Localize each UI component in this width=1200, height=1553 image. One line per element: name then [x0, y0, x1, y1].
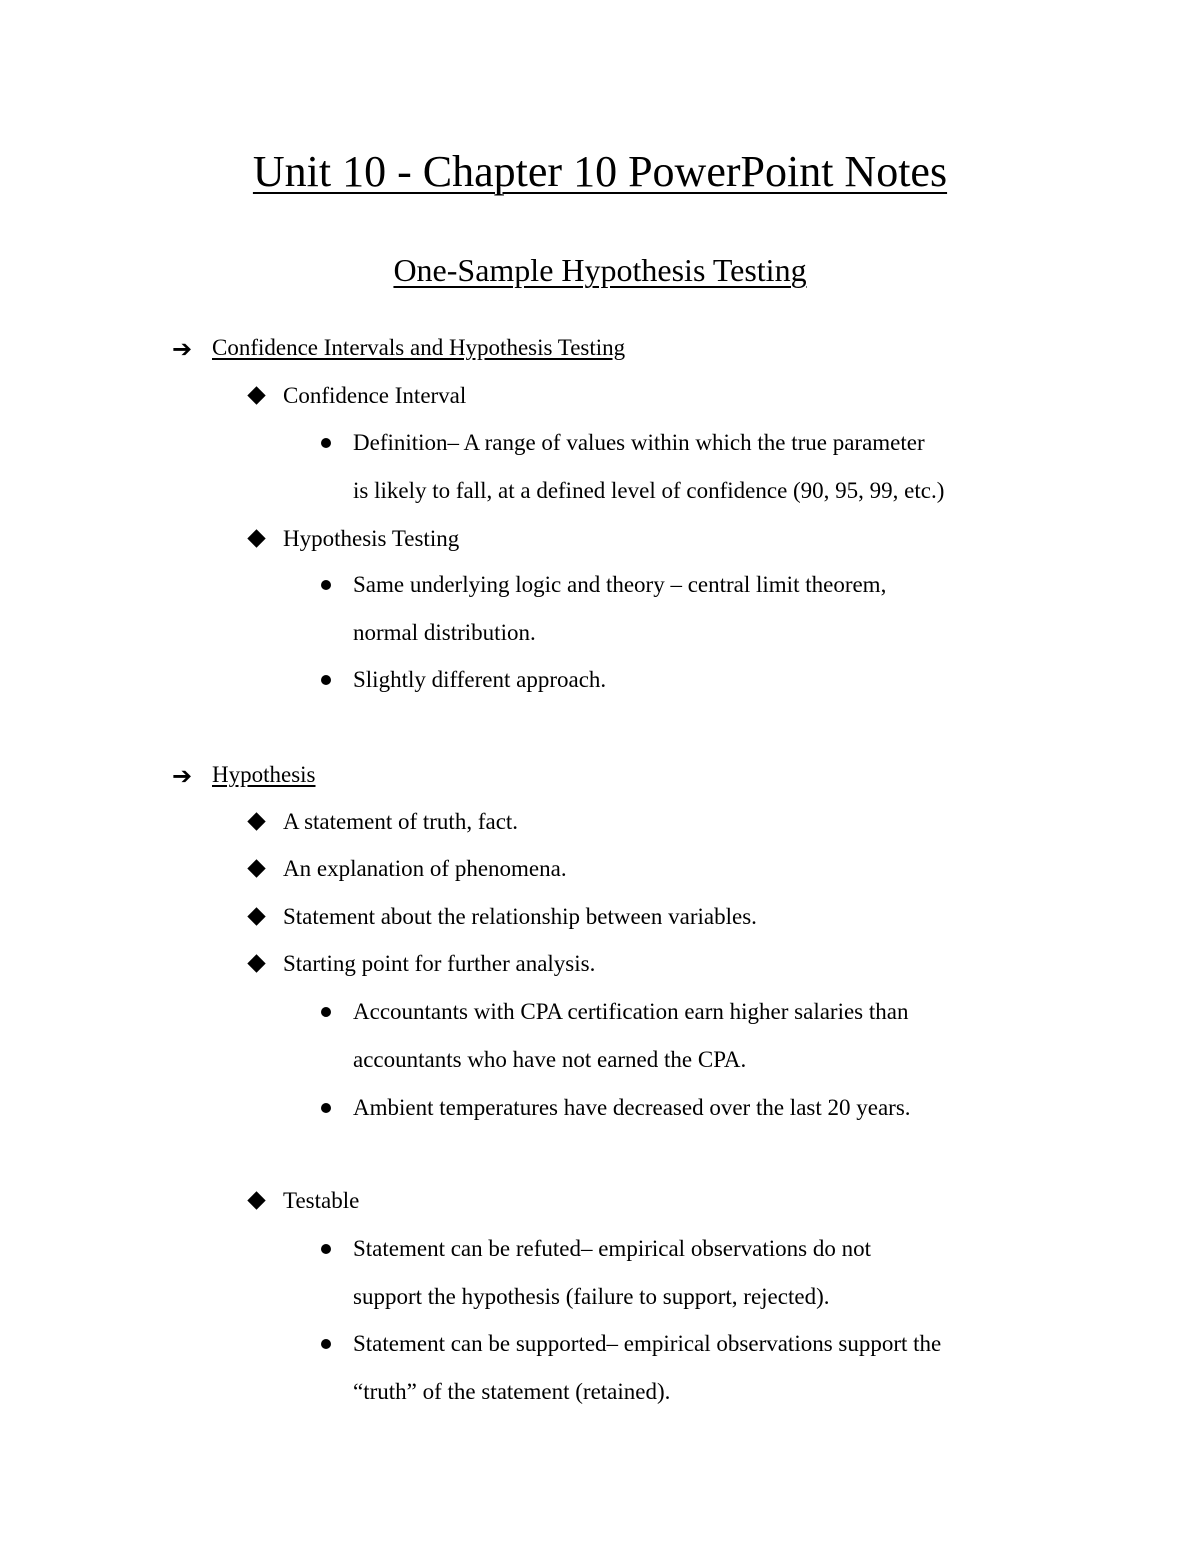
arrow-right-icon: ➔ — [172, 335, 193, 363]
list-item: Confidence Interval — [283, 383, 467, 408]
dot-bullet-icon — [321, 1007, 331, 1017]
sub-list-item-line: Ambient temperatures have decreased over the last 20 years. — [353, 1095, 911, 1120]
sub-list-item-line: is likely to fall, at a defined level of confidence (90, 95, 99, etc.) — [353, 478, 945, 503]
dot-bullet-icon — [321, 1339, 331, 1349]
page-title: Unit 10 - Chapter 10 PowerPoint Notes — [252, 147, 948, 196]
dot-bullet-icon — [321, 675, 331, 685]
sub-list-item-line: “truth” of the statement (retained). — [353, 1379, 671, 1404]
dot-bullet-icon — [321, 438, 331, 448]
sub-list-item-line: support the hypothesis (failure to support, rejected). — [353, 1284, 830, 1309]
diamond-bullet-icon — [247, 1191, 265, 1209]
sub-list-item-line: normal distribution. — [353, 620, 536, 645]
list-item: Statement about the relationship between variables. — [283, 904, 757, 929]
list-item: An explanation of phenomena. — [283, 856, 567, 881]
dot-bullet-icon — [321, 580, 331, 590]
diamond-bullet-icon — [247, 907, 265, 925]
list-item: A statement of truth, fact. — [283, 809, 519, 834]
dot-bullet-icon — [321, 1244, 331, 1254]
sub-list-item-line: Statement can be refuted– empirical observations do not — [353, 1236, 871, 1261]
sub-list-item-line: accountants who have not earned the CPA. — [353, 1047, 747, 1072]
diamond-bullet-icon — [247, 954, 265, 972]
section-heading — [212, 333, 625, 363]
list-item: Hypothesis Testing — [283, 526, 460, 551]
sub-list-item-line: Definition– A range of values within which the true parameter — [353, 430, 925, 455]
section-heading — [212, 760, 316, 790]
sub-list-item-line: Accountants with CPA certification earn higher salaries than — [353, 999, 909, 1024]
dot-bullet-icon — [321, 1103, 331, 1113]
diamond-bullet-icon — [247, 529, 265, 547]
page-subtitle: One-Sample Hypothesis Testing — [393, 252, 807, 288]
diamond-bullet-icon — [247, 812, 265, 830]
list-item: Testable — [283, 1188, 360, 1213]
diamond-bullet-icon — [247, 386, 265, 404]
section-heading-text: Hypothesis — [212, 762, 316, 787]
diamond-bullet-icon — [247, 859, 265, 877]
sub-list-item-line: Same underlying logic and theory – central limit theorem, — [353, 572, 887, 597]
sub-list-item-line: Statement can be supported– empirical observations support the — [353, 1331, 942, 1356]
sub-list-item-line: Slightly different approach. — [353, 667, 607, 692]
list-item: Starting point for further analysis. — [283, 951, 596, 976]
arrow-right-icon: ➔ — [172, 762, 193, 790]
section-heading-text: Confidence Intervals and Hypothesis Testing — [212, 335, 626, 360]
